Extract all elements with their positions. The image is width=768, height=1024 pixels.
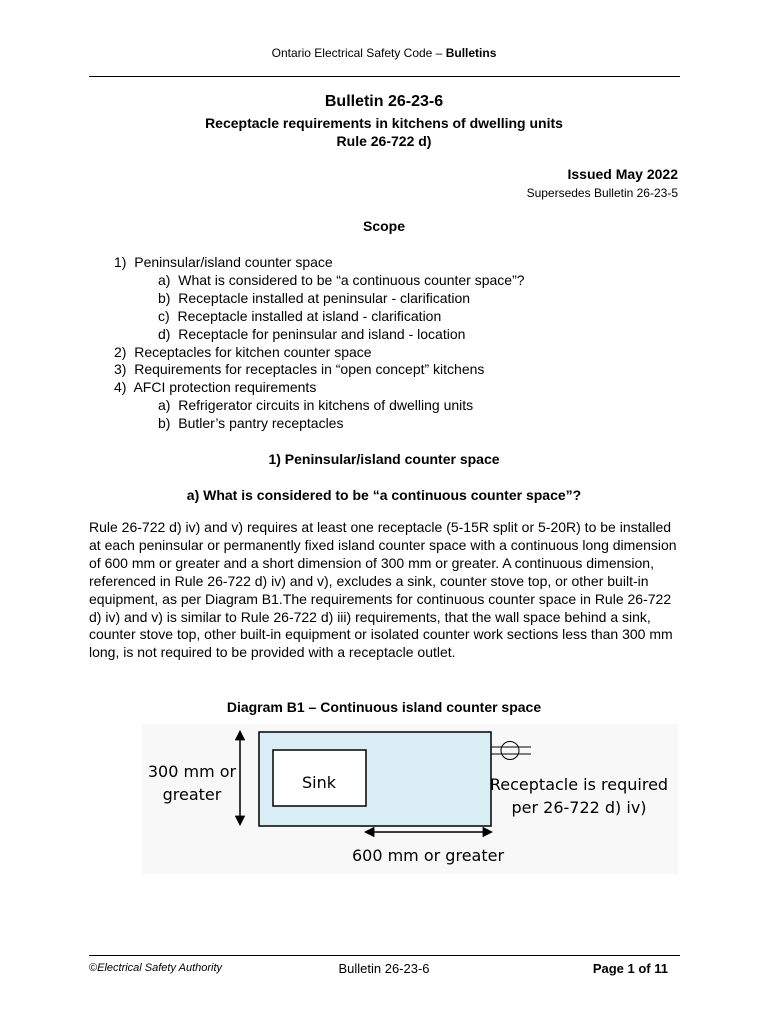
short-dimension-label-line2: greater — [162, 785, 222, 804]
bulletin-subtitle: Receptacle requirements in kitchens of dwelling units — [205, 115, 563, 131]
receptacle-symbol-icon — [501, 742, 519, 760]
scope-item-number: 4) — [114, 379, 127, 395]
bulletin-title: Bulletin 26-23-6 — [324, 93, 444, 110]
sink-label: Sink — [301, 773, 337, 792]
scope-item-number: 1) — [114, 254, 127, 270]
scope-item — [158, 326, 465, 342]
scope-item — [158, 290, 470, 306]
scope-item — [114, 344, 372, 360]
copyright-symbol: © — [89, 962, 98, 974]
scope-item-text: Requirements for receptacles in “open concept” kitchens — [134, 361, 485, 377]
section-heading: 1) Peninsular/island counter space — [268, 451, 500, 467]
long-dimension-label: 600 mm or greater — [351, 846, 505, 865]
bulletin-rule: Rule 26-722 d) — [336, 133, 432, 149]
scope-item-number: c) — [158, 308, 170, 324]
supersedes-note: Supersedes Bulletin 26-23-5 — [526, 186, 678, 200]
scope-item-number: a) — [158, 397, 171, 413]
scope-item — [158, 272, 525, 288]
scope-item — [158, 397, 473, 413]
scope-item-text: Peninsular/island counter space — [134, 254, 333, 270]
scope-item — [158, 308, 441, 324]
scope-item — [114, 361, 484, 377]
header-org-text: Ontario Electrical Safety Code – — [271, 46, 446, 60]
scope-item-text: Butler’s pantry receptacles — [178, 415, 344, 431]
footer-authority: Electrical Safety Authority — [97, 962, 223, 974]
header-divider — [89, 76, 680, 77]
scope-item-text: Refrigerator circuits in kitchens of dwelling units — [178, 397, 474, 413]
scope-item-number: d) — [158, 326, 171, 342]
scope-item-text: Receptacle installed at peninsular - clarification — [178, 290, 471, 306]
diagram-title: Diagram B1 – Continuous island counter space — [226, 699, 542, 715]
receptacle-label-line2: per 26-722 d) iv) — [511, 798, 647, 817]
footer-page-number: Page 1 of 11 — [592, 961, 668, 976]
footer-bulletin: Bulletin 26-23-6 — [338, 961, 430, 976]
scope-item — [114, 254, 333, 270]
scope-item-number: 2) — [114, 344, 127, 360]
scope-item-text: AFCI protection requirements — [133, 379, 317, 395]
header-section: Bulletins — [445, 46, 497, 60]
scope-item-text: Receptacle installed at island - clarification — [177, 308, 442, 324]
scope-item — [114, 379, 316, 395]
subsection-heading: a) What is considered to be “a continuous counter space”? — [186, 487, 582, 503]
scope-item-number: 3) — [114, 361, 127, 377]
body-paragraph: Rule 26-722 d) iv) and v) requires at least one receptacle (5-15R split or 5-20R) to be installed at each peninsular or permanently fixed island counter space with a continuous long dimension of 600 mm or greater and a short dimension of 300 mm or greater. A continuous dimension, referenced in Rule 26-722 d) iv) and v), excludes a sink, counter stove top, or other built-in equipment, as per Diagram B1.The requirements for continuous counter space in Rule 26-722 d) iv) and v) is similar to Rule 26-722 d) iii) requirements, that the wall space behind a sink, counter stove top, other built-in equipment or isolated counter work sections less than 300 mm long, is not required to be provided with a receptacle outlet. — [89, 519, 677, 661]
footer-divider — [89, 955, 680, 956]
scope-heading: Scope — [362, 218, 405, 234]
short-dimension-label-line1: 300 mm or — [147, 762, 237, 781]
scope-item-text: Receptacles for kitchen counter space — [134, 344, 372, 360]
issued-date: Issued May 2022 — [567, 166, 678, 182]
scope-item-number: b) — [158, 415, 171, 431]
scope-item — [158, 415, 343, 431]
scope-item-text: What is considered to be “a continuous counter space”? — [178, 272, 525, 288]
diagram-b1 — [142, 724, 678, 874]
receptacle-label-line1: Receptacle is required — [489, 775, 669, 794]
scope-item-number: a) — [158, 272, 171, 288]
scope-item-text: Receptacle for peninsular and island - location — [178, 326, 466, 342]
scope-item-number: b) — [158, 290, 171, 306]
page-header — [0, 46, 768, 60]
